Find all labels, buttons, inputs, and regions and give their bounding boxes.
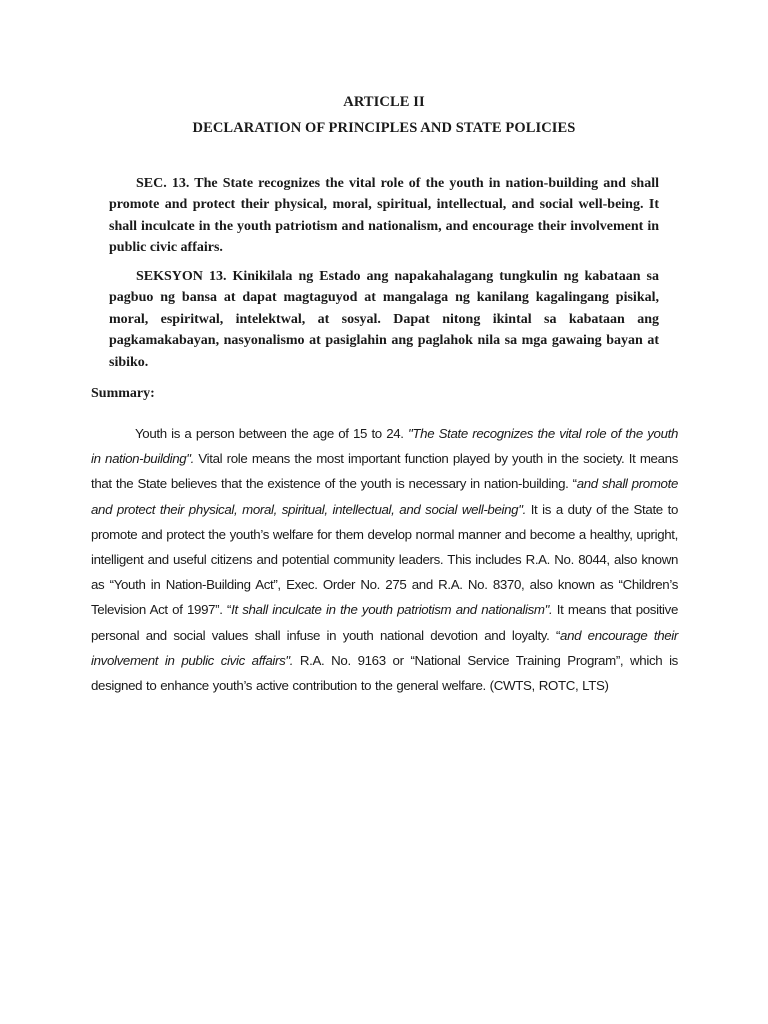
summary-text: R.A. No. 9163 or “National Service Training Program”, which is designed to enhance youth’s active contribution to the general welfare. (CWTS, ROTC, LTS): [91, 652, 678, 694]
section-13-english: SEC. 13. The State recognizes the vital role of the youth in nation-building and shall promote and protect their physical, moral, spiritual, intellectual, and social well-being. It shall inculcate in the youth patriotism and nationalism, and encourage their involvement in public civic affairs.: [109, 176, 659, 256]
summary-quote: and shall promote and protect their physical, moral, spiritual, intellectual, and social well-being".: [91, 476, 678, 517]
summary-quote: "The State recognizes the vital role of the youth in nation-building".: [91, 426, 679, 467]
summary-text: It is a duty of the State to promote and protect the youth’s welfare for them develop normal manner and become a healthy, upright, intelligent and useful citizens and potential community leaders. This includes R.A. No. 8044, also known as “Youth in Nation-Building Act”, Exec. Order No. 275 and R.A. No. 8370, also known as “Children’s Television Act of 1997”. “: [91, 501, 678, 618]
summary-heading: Summary:: [91, 386, 155, 401]
article-title: ARTICLE II: [343, 94, 425, 110]
section-13-filipino: SEKSYON 13. Kinikilala ng Estado ang napakahalagang tungkulin ng kabataan sa pagbuo ng bansa at dapat magtaguyod at mangalaga ng kanilang kagalingang pisikal, moral, espiritwal, intelektwal, at sosyal. Dapat nitong ikintal sa kabataan ang pagkamakabayan, nasyonalismo at pasiglahin ang paglahok nila sa mga gawaing bayan at sibiko.: [109, 269, 659, 370]
summary-quote: and encourage their involvement in public civic affairs".: [91, 627, 678, 668]
summary-text: Vital role means the most important function played by youth in the society. It means that the State believes that the existence of the youth is necessary in nation-building. “: [91, 451, 678, 492]
summary-text: Youth is a person between the age of 15 to 24.: [135, 426, 409, 441]
summary-paragraph: [91, 421, 678, 698]
summary-quote: It shall inculcate in the youth patriotism and nationalism".: [231, 602, 553, 618]
summary-text: It means that positive personal and social values shall infuse in youth national devotion and loyalty. “: [91, 602, 678, 643]
article-subtitle: DECLARATION OF PRINCIPLES AND STATE POLICIES: [192, 120, 576, 136]
